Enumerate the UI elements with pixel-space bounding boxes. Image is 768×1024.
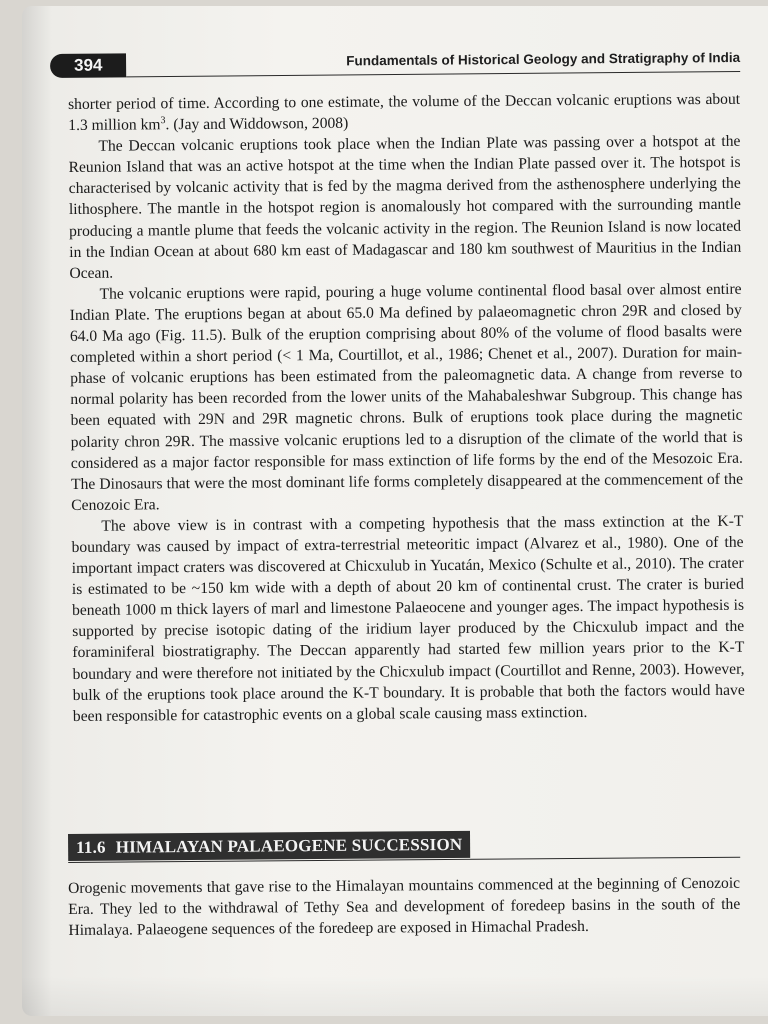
page-bottom-shade (22, 976, 768, 1016)
gutter-shadow (22, 6, 52, 1016)
paragraph-orogenic: Orogenic movements that gave rise to the Himalayan mountains commenced at the beginning of Cenozoic Era. They led to the withdrawal of Tethy Sea and development of foredeep basins in the south of the Himalaya. Palaeogene sequences of the foredeep are exposed in Himachal Pradesh. (68, 874, 741, 940)
superscript: 3 (160, 115, 166, 127)
section-title: HIMALAYAN PALAEOGENE SUCCESSION (115, 834, 463, 857)
page-header (50, 48, 740, 82)
page-number: 394 (74, 55, 103, 75)
section-number: 11.6 (76, 837, 106, 857)
header-rule (126, 71, 740, 77)
paragraph-continuation (68, 89, 740, 136)
paragraph-text: shorter period of time. According to one estimate, the volume of the Deccan volcanic eruptions was about 1.3 million km (68, 90, 741, 135)
paragraph-impact-hypothesis: The above view is in contrast with a competing hypothesis that the mass extinction at the K-T boundary was caused by impact of extra-terrestrial meteoritic impact (Alvarez et al., 1980). One of the important impact craters was discovered at Chicxulub in Yucatán, Mexico (Schulte et al., 2010). The crater is estimated to be ~150 km wide with a depth of about 20 km of continental crust. The crater is buried beneath 1000 m thick layers of marl and limestone Palaeocene and younger ages. The impact hypothesis is supported by precise isotopic dating of the iridium layer produced by the Chicxulub impact and the foraminiferal biostratigraphy. The Deccan apparently had started few million years prior to the K-T boundary and were therefore not initiated by the Chicxulub impact (Courtillot and Renne, 2003). However, bulk of the eruptions took place around the K-T boundary. It is probable that both the factors would have been responsible for catastrophic events on a global scale causing mass extinction. (71, 512, 745, 725)
page-number-tab (50, 53, 126, 78)
paragraph-text: . (Jay and Widdowson, 2008) (165, 114, 349, 134)
book-page (22, 6, 768, 1016)
paragraph-hotspot: The Deccan volcanic eruptions took place when the Indian Plate was passing over a hotspot at the Reunion Island that was an active hotspot at the time when the Indian Plate passed over it. The hotspot is characterised by volcanic activity that is fed by the magma derived from the asthenosphere underlying the lithosphere. The mantle in the hotspot region is anomalously hot compared with the surrounding mantle producing a mantle plume that feeds the volcanic activity in the region. The Reunion Island is now located in the Indian Ocean at about 680 km east of Madagascar and 180 km southwest of Mauritius in the Indian Ocean. (68, 132, 742, 282)
paragraph-eruptions: The volcanic eruptions were rapid, pouring a huge volume continental flood basal over almost entire Indian Plate. The eruptions began at about 65.0 Ma defined by palaeomagnetic chron 29R and closed by 64.0 Ma ago (Fig. 11.5). Bulk of the eruption comprising about 80% of the volume of flood basalts were completed within a short period (< 1 Ma, Courtillot, et al., 1986; Chenet et al., 2007). Duration for main-phase of volcanic eruptions has been estimated from the paleomagnetic data. A change from reverse to normal polarity has been recorded from the lower units of the Mahabaleshwar Subgroup. This change has been equated with 29N and 29R magnetic chrons. Bulk of eruptions took place during the magnetic polarity chron 29R. The massive volcanic eruptions led to a disruption of the climate of the world that is considered as a major factor responsible for mass extinction of life forms by the end of the Mesozoic Era. The Dinosaurs that were the most dominant life forms completely disappeared at the commencement of the Cenozoic Era. (69, 280, 744, 514)
section-heading-band (68, 831, 470, 861)
running-title: Fundamentals of Historical Geology and Stratigraphy of India (346, 49, 741, 69)
body-text (68, 89, 745, 727)
section-body (68, 873, 740, 942)
section-heading (68, 829, 740, 864)
